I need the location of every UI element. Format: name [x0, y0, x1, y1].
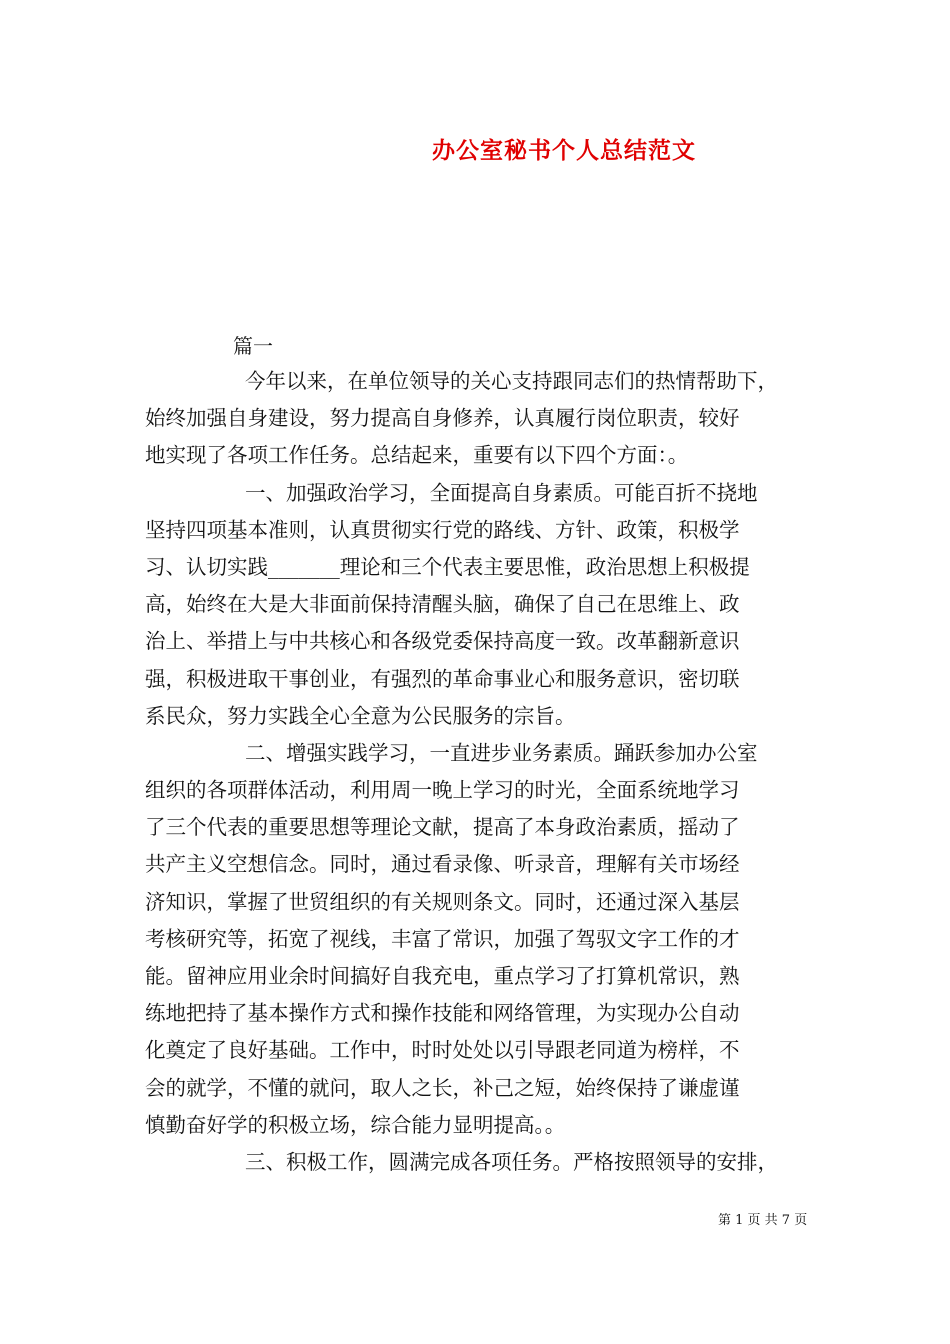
body-line: 今年以来，在单位领导的关心支持跟同志们的热情帮助下，	[245, 369, 778, 393]
body-line: 能。留神应用业余时间搞好自我充电，重点学习了打算机常识，熟	[145, 964, 740, 988]
body-line: 组织的各项群体活动，利用周一晚上学习的时光，全面系统地学习	[145, 778, 740, 803]
body-line: 慎勤奋好学的积极立场，综合能力显明提高。。	[145, 1112, 566, 1137]
body-line: 济知识，掌握了世贸组织的有关规则条文。同时，还通过深入基层	[145, 889, 740, 914]
body-line: 习、认切实践_______理论和三个代表主要思惟，政治思想上积极提	[145, 554, 750, 579]
document-title: 办公室秘书个人总结范文	[432, 137, 696, 164]
body-line: 治上、举措上与中共核心和各级党委保持高度一致。改革翻新意识	[145, 629, 740, 654]
document-body	[145, 363, 805, 1181]
body-line: 系民众，努力实践全心全意为公民服务的宗旨。	[145, 703, 576, 728]
body-line: 了三个代表的重要思想等理论文献，提高了本身政治素质，摇动了	[145, 815, 740, 840]
page-footer: 第 1 页 共 7 页	[718, 1213, 808, 1228]
body-line: 共产主义空想信念。同时，通过看录像、听录音，理解有关市场经	[145, 852, 740, 877]
section-label: 篇一	[233, 334, 273, 358]
body-line: 地实现了各项工作任务。总结起来，重要有以下四个方面：。	[145, 443, 689, 468]
body-line: 练地把持了基本操作方式和操作技能和网络管理，为实现办公自动	[145, 1001, 740, 1026]
body-line: 会的就学，不懂的就问，取人之长，补己之短，始终保持了谦虚谨	[145, 1075, 740, 1100]
body-line: 二、增强实践学习，一直进步业务素质。踊跃参加办公室	[245, 740, 758, 765]
body-line: 一、加强政治学习，全面提高自身素质。可能百折不挠地	[245, 480, 758, 505]
body-line: 始终加强自身建设，努力提高自身修养，认真履行岗位职责，较好	[145, 406, 740, 431]
body-line: 强，积极进取干事创业，有强烈的革命事业心和服务意识，密切联	[145, 666, 740, 691]
body-line: 化奠定了良好基础。工作中，时时处处以引导跟老同道为榜样，不	[145, 1038, 740, 1063]
body-line: 高，始终在大是大非面前保持清醒头脑，确保了自己在思维上、政	[145, 592, 740, 617]
body-line: 考核研究等，拓宽了视线，丰富了常识，加强了驾驭文字工作的才	[145, 926, 740, 951]
body-line: 三、积极工作，圆满完成各项任务。严格按照领导的安排，	[245, 1149, 778, 1174]
body-line: 坚持四项基本准则，认真贯彻实行党的路线、方针、政策，积极学	[145, 517, 740, 542]
